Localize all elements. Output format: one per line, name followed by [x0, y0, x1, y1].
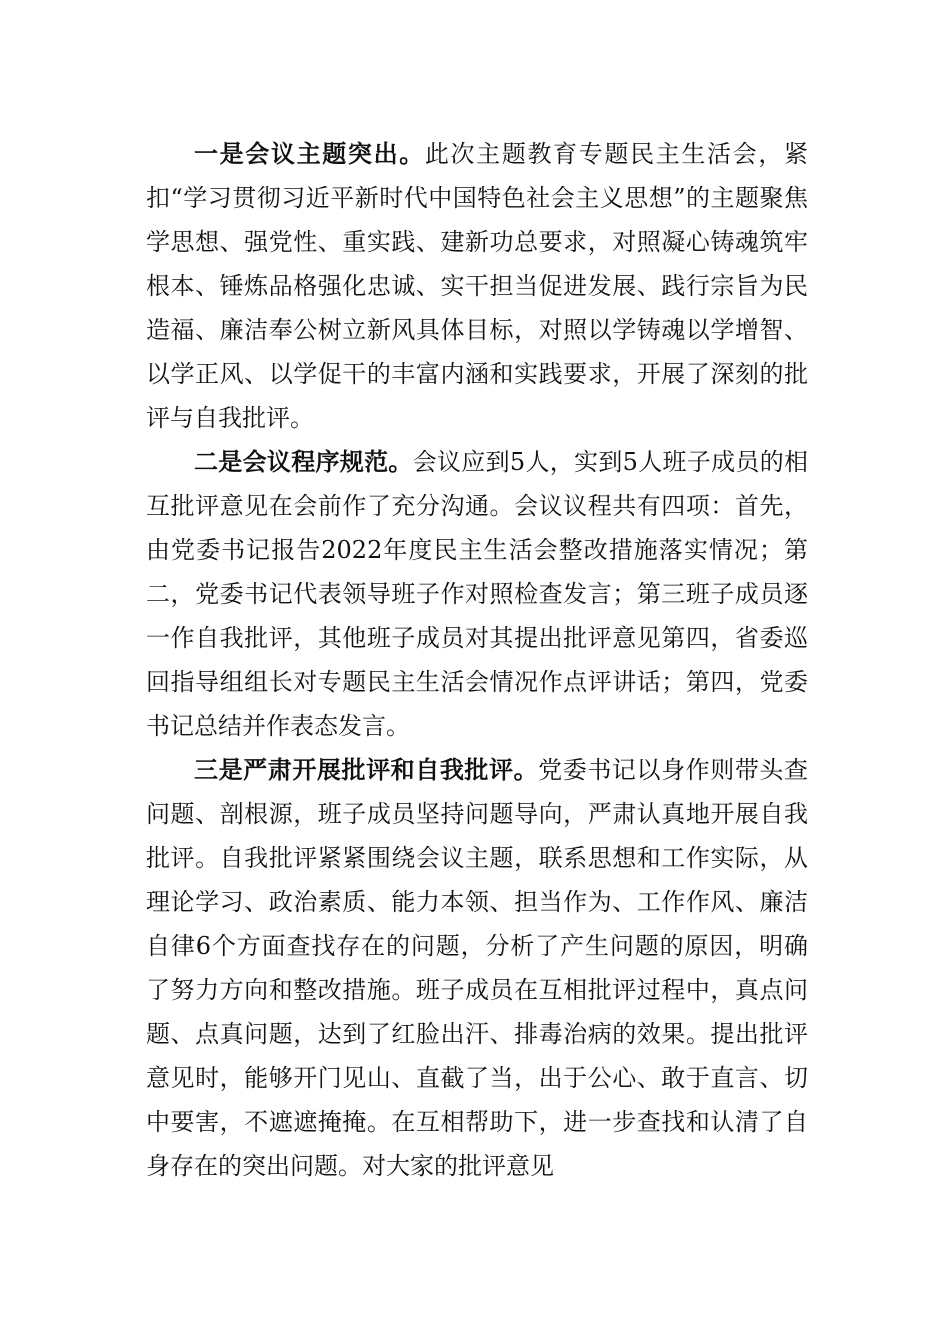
- paragraph-meeting-theme: [146, 132, 808, 440]
- paragraph-text: 此次主题教育专题民主生活会，紧扣“学习贯彻习近平新时代中国特色社会主义思想”的主题聚焦学思想、强党性、重实践、建新功总要求，对照凝心铸魂筑牢根本、锤炼品格强化忠诚、实干担当促进发展、践行宗旨为民造福、廉洁奉公树立新风具体目标，对照以学铸魂以学增智、以学正风、以学促干的丰富内涵和实践要求，开展了深刻的批评与自我批评。: [146, 140, 809, 432]
- paragraph-text: 党委书记以身作则带头查问题、剖根源，班子成员坚持问题导向，严肃认真地开展自我批评。自我批评紧紧围绕会议主题，联系思想和工作实际，从理论学习、政治素质、能力本领、担当作为、工作作风、廉洁自律6个方面查找存在的问题，分析了产生问题的原因，明确了努力方向和整改措施。班子成员在互相批评过程中，真点问题、点真问题，达到了红脸出汗、排毒治病的效果。提出批评意见时，能够开门见山、直截了当，出于公心、敢于直言、切中要害，不遮遮掩掩。在互相帮助下，进一步查找和认清了自身存在的突出问题。对大家的批评意见: [146, 756, 809, 1180]
- paragraph-lead: 一是会议主题突出。: [194, 139, 425, 168]
- paragraph-meeting-procedure: [146, 440, 808, 748]
- paragraph-text: 会议应到5人，实到5人班子成员的相互批评意见在会前作了充分沟通。会议议程共有四项：首先，由党委书记报告2022年度民主生活会整改措施落实情况；第二，党委书记代表领导班子作对照检查发言；第三班子成员逐一作自我批评，其他班子成员对其提出批评意见第四，省委巡回指导组组长对专题民主生活会情况作点评讲话；第四，党委书记总结并作表态发言。: [146, 448, 808, 740]
- paragraph-lead: 二是会议程序规范。: [194, 447, 413, 476]
- paragraph-criticism: [146, 748, 808, 1188]
- paragraph-lead: 三是严肃开展批评和自我批评。: [194, 755, 539, 784]
- document-body: [146, 132, 808, 1188]
